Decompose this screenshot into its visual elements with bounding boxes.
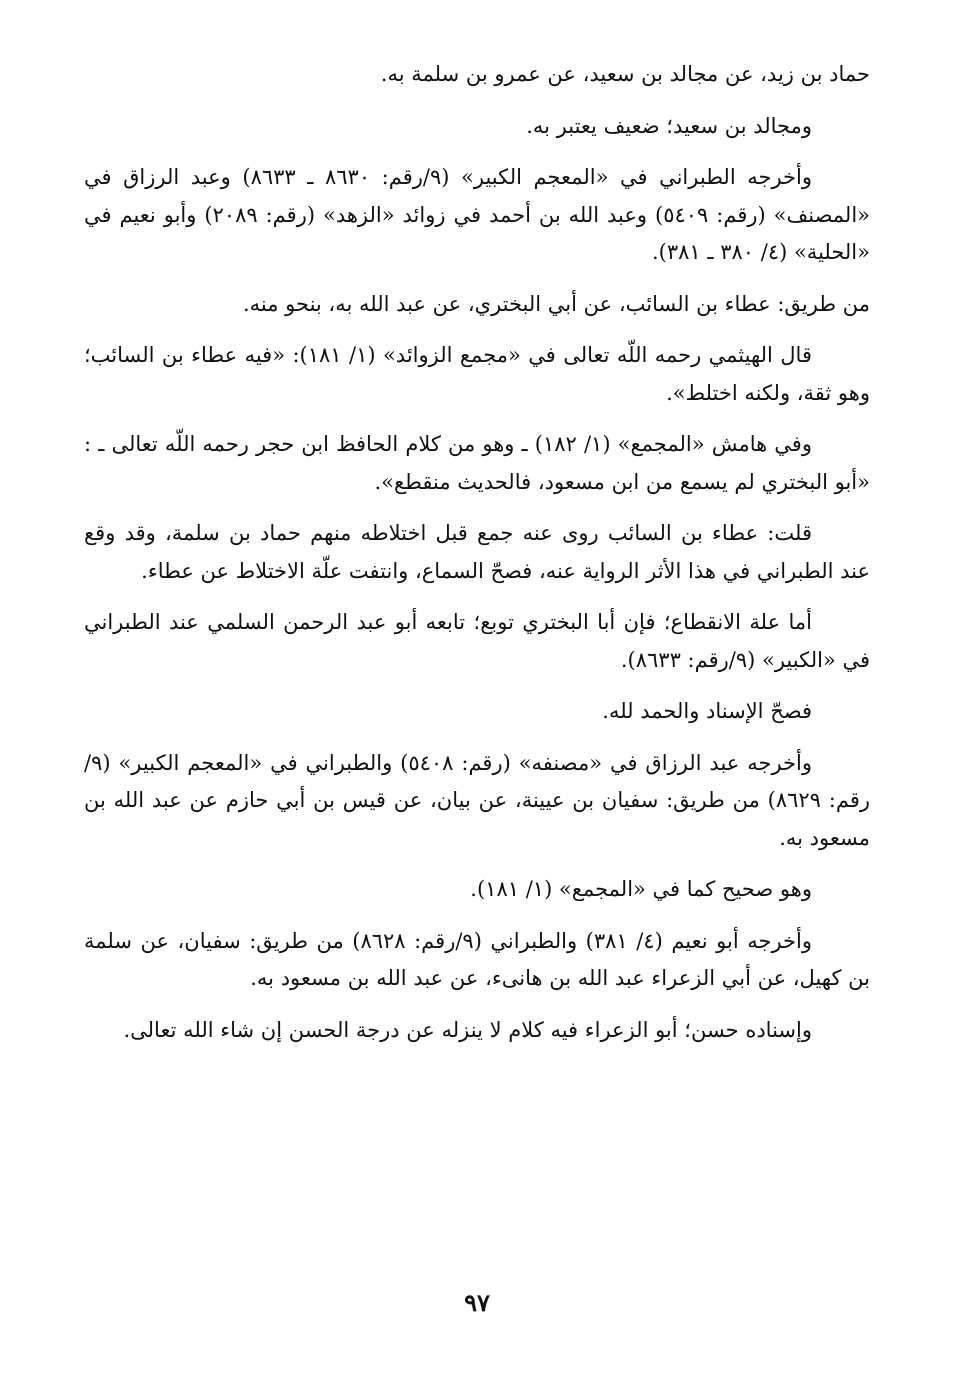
paragraph-1: حماد بن زيد، عن مجالد بن سعيد، عن عمرو بن سلمة به.	[380, 62, 870, 86]
paragraph-4: من طريق: عطاء بن السائب، عن أبي البختري، عن عبد الله به، بنحو منه.	[242, 291, 870, 316]
paragraph-3: وأخرجه الطبراني في «المعجم الكبير» (٩/رقم: ٨٦٣٠ ـ ٨٦٣٣) وعبد الرزاق في «المصنف» (رقم: ٥٤٠٩) وعبد الله بن أحمد في زوائد «الزهد» (رقم: ٢٠٨٩) وأبو نعيم في «الحلية» (٤/ ٣٨٠ ـ ٣٨١).	[84, 165, 870, 264]
page-body	[84, 56, 870, 1063]
paragraph-9: فصحّ الإسناد والحمد لله.	[602, 699, 812, 723]
paragraph-5: قال الهيثمي رحمه اللّه تعالى في «مجمع الزوائد» (١/ ١٨١): «فيه عطاء بن السائب؛ وهو ثقة، ولكنه اختلط».	[84, 343, 870, 405]
paragraph-7: قلت: عطاء بن السائب روى عنه جمع قبل اختلاطه منهم حماد بن سلمة، وقد وقع عند الطبراني في هذا الأثر الرواية عنه، فصحّ السماع، وانتفت علّة الاختلاط عن عطاء.	[84, 521, 870, 583]
paragraph-13: وإسناده حسن؛ أبو الزعراء فيه كلام لا ينزله عن درجة الحسن إن شاء الله تعالى.	[123, 1017, 812, 1042]
paragraph-2: ومجالد بن سعيد؛ ضعيف يعتبر به.	[526, 113, 812, 138]
paragraph-6: وفي هامش «المجمع» (١/ ١٨٢) ـ وهو من كلام الحافظ ابن حجر رحمه اللّه تعالى ـ : «أبو البختري لم يسمع من ابن مسعود، فالحديث منقطع».	[84, 432, 870, 494]
page-number: ٩٧	[464, 1288, 490, 1317]
paragraph-12: وأخرجه أبو نعيم (٤/ ٣٨١) والطبراني (٩/رقم: ٨٦٢٨) من طريق: سفيان، عن سلمة بن كهيل، عن أبي الزعراء عبد الله بن هانىء، عن عبد الله بن مسعود به.	[84, 928, 870, 990]
paragraph-8: أما علة الانقطاع؛ فإن أبا البختري توبع؛ تابعه أبو عبد الرحمن السلمي عند الطبراني في «الكبير» (٩/رقم: ٨٦٣٣).	[84, 610, 870, 672]
paragraph-11: وهو صحيح كما في «المجمع» (١/ ١٨١).	[470, 877, 812, 901]
paragraph-10: وأخرجه عبد الرزاق في «مصنفه» (رقم: ٥٤٠٨) والطبراني في «المعجم الكبير» (٩/رقم: ٨٦٢٩) من طريق: سفيان بن عيينة، عن بيان، عن قيس بن أبي حازم عن عبد الله بن مسعود به.	[84, 750, 870, 850]
